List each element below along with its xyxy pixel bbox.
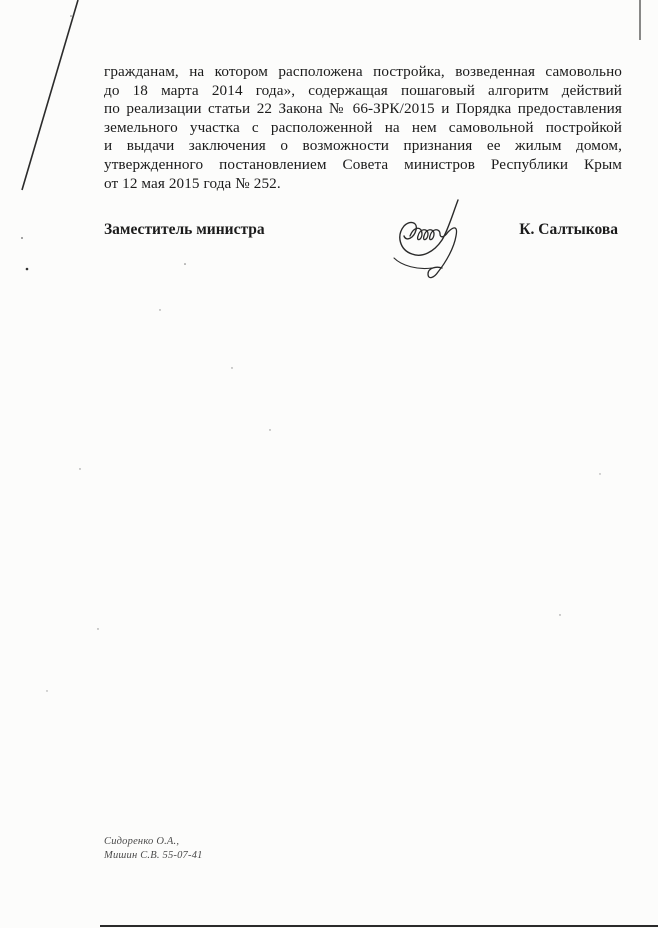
signatory-title: Заместитель министра xyxy=(104,221,265,238)
body-line: и выдачи заключения о возможности признания ее жилым домом, xyxy=(104,137,622,155)
body-line: гражданам, на котором расположена постройка, возведенная самовольно xyxy=(104,63,622,80)
body-line: утвержденного постановлением Совета министров Республики Крым xyxy=(104,155,622,173)
body-line: до 18 марта 2014 года», содержащая пошаговый алгоритм действий xyxy=(104,81,622,99)
signature-block xyxy=(104,221,618,245)
body-line: земельного участка с расположенной на нем самовольной постройкой xyxy=(104,118,622,136)
scan-diagonal-line xyxy=(22,0,78,190)
body-line: от 12 мая 2015 года № 252. xyxy=(104,174,281,192)
handwritten-signature xyxy=(388,196,478,286)
executor-line: Сидоренко О.А., xyxy=(104,836,180,847)
body-paragraph xyxy=(104,63,622,193)
executor-footer xyxy=(104,835,203,863)
executor-line: Мишин С.В. 55-07-41 xyxy=(104,850,203,861)
signatory-name: К. Салтыкова xyxy=(519,221,618,238)
body-line: по реализации статьи 22 Закона № 66-ЗРК/2015 и Порядка предоставления xyxy=(104,100,622,118)
